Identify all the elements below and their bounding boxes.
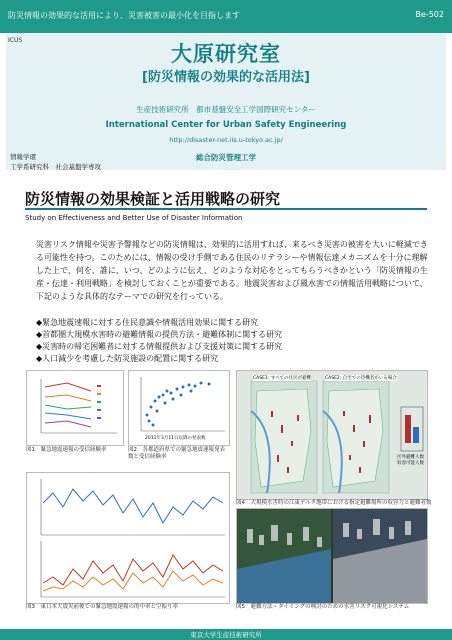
map-legend-text: 区外避難人数 収容可能人数 <box>397 455 429 466</box>
org-tag: ICUS <box>8 37 23 44</box>
bullet-item: ◆人口減少を考慮した防災施設の配置に関する研究 <box>36 354 219 363</box>
figure-3-chart <box>26 472 230 604</box>
figure-5-caption: 図5 避難方法・タイミングの検討のための水害リスク可視化システム <box>236 604 410 610</box>
fig3-line-graphic <box>27 473 229 603</box>
lab-url[interactable]: http://disaster-net.iis.u-tokyo.ac.jp/ <box>169 136 283 144</box>
footer-text: 東京大学生産技術研究所 <box>190 631 262 639</box>
fig2-scatter-graphic <box>129 371 229 445</box>
figure-2-chart <box>128 370 230 446</box>
lab-subtitle: [防災情報の効果的な活用法] <box>142 70 310 85</box>
lab-title: 大原研究室 <box>171 42 281 66</box>
figure-4-caption: 図4 大規模水害時の江東デルタ地帯における指定避難場所の収容力と避難者数 <box>236 500 432 506</box>
center-name-en: International Center for Urban Safety Engineering <box>105 120 347 130</box>
exhibit-code: Be-502 <box>415 10 444 19</box>
bullet-item: ◆首都圏大規模水害時の避難情報の提供方法・避難体制に関する研究 <box>36 330 283 339</box>
bullet-item: ◆緊急地震速報に対する住民意識や情報活用効果に関する研究 <box>36 318 259 327</box>
title-underline <box>25 208 427 210</box>
footer-bar <box>0 629 452 640</box>
fig4-map-graphic <box>237 371 427 499</box>
figure-1-caption: 図1 緊急地震速報の受信経験率 <box>26 447 107 453</box>
figure-4-maps <box>236 370 428 500</box>
figure-5-visualization <box>236 508 428 604</box>
fig1-line-graphic <box>27 371 123 445</box>
research-title: 防災情報の効果検証と活用戦略の研究 <box>25 190 281 208</box>
department-2: 工学系研究科 社会基盤学専攻 <box>10 163 101 171</box>
top-banner <box>0 0 452 33</box>
research-title-en: Study on Effectiveness and Better Use of Disaster Information <box>25 214 243 222</box>
faculty-name: 総合防災管理工学 <box>196 153 256 162</box>
figure-1-chart <box>26 370 124 446</box>
figure-3-caption: 図3 東日本大震災前後での緊急地震速報の的中率と空振り率 <box>26 604 179 610</box>
fig2-x-axis-label: 2011年3月11日以降の発表数 <box>145 436 206 441</box>
fig5-3d-graphic <box>237 509 427 603</box>
department-1: 情報学環 <box>10 153 36 161</box>
map-case-2-label: CASE2: 自宅での待機者がいる場合 <box>325 376 397 381</box>
intro-paragraph: 災害リスク情報や災害予警報などの防災情報は、効果的に活用すれば、来るべき災害の被害を大いに軽減できる可能性を持つ。このためには、情報の受け手側である住民のリテラシーや情報伝達メカニズムを十分に理解した上で、何を、誰に、いつ、どのように伝え、どのような対応をとってもらうべきかという「防災情報の生産・伝達・利用戦略」を検討しておくことが重要である。地震災害および風水害での情報活用戦略について、下記のような具体的なテーマでの研究を行っている。 <box>36 240 428 301</box>
banner-slogan: 防災情報の効果的な活用により、災害被害の最小化を目指します <box>8 11 240 20</box>
bullet-item: ◆災害時の帰宅困難者に対する情報提供および支援対策に関する研究 <box>36 342 283 351</box>
institute-name: 生産技術研究所 都市基盤安全工学国際研究センター <box>136 105 316 114</box>
map-case-1-label: CASE1: すべての住民が避難 <box>253 376 312 381</box>
figure-2-caption: 図2 各都道府県での緊急地震速報発表数と受信経験率 <box>128 447 226 460</box>
